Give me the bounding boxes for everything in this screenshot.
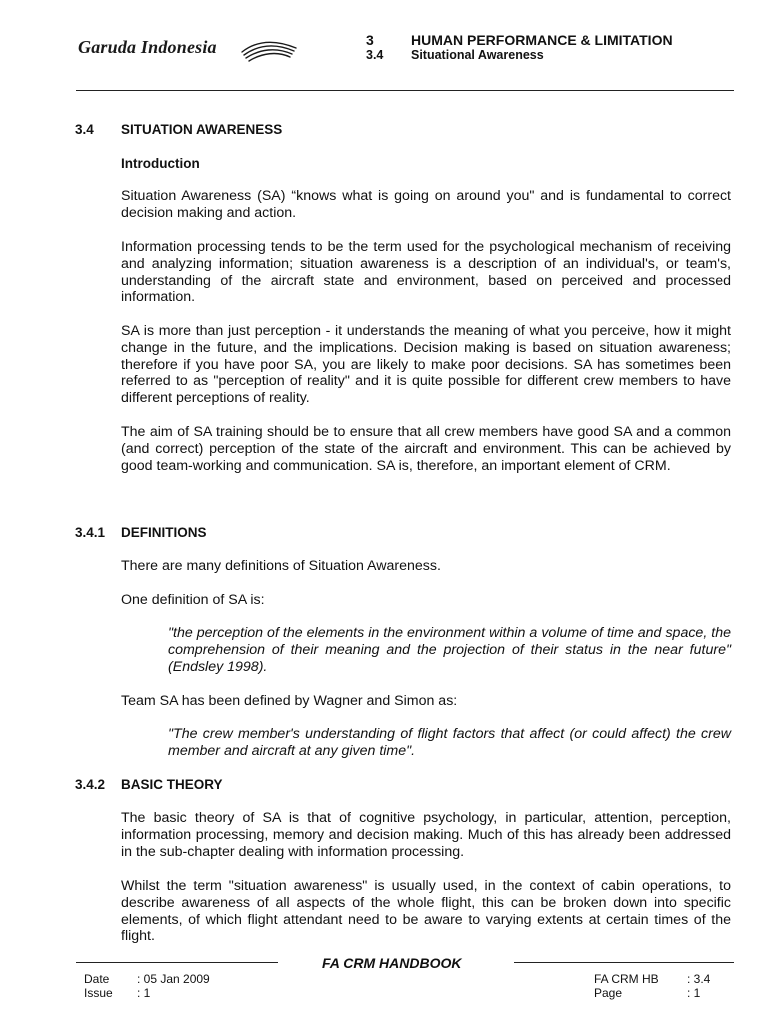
chapter-number: 3	[366, 32, 374, 48]
paragraph-7: Team SA has been defined by Wagner and Simon as:	[121, 693, 458, 709]
intro-heading: Introduction	[121, 156, 200, 171]
footer-issue-label: Issue	[84, 986, 113, 1000]
paragraph-6: One definition of SA is:	[121, 592, 265, 608]
footer-doc-label: FA CRM HB	[594, 972, 659, 986]
quote-endsley: "the perception of the elements in the environment within a volume of time and space, the comprehension of their meaning and the projection of their status in the near future" (Endsley 1998).	[168, 625, 731, 675]
footer-page-label: Page	[594, 986, 623, 1000]
footer-date-label: Date	[84, 972, 110, 986]
section-3-4-title: SITUATION AWARENESS	[121, 122, 283, 137]
section-3-4-1-number: 3.4.1	[75, 525, 106, 540]
footer-title: FA CRM HANDBOOK	[322, 955, 462, 971]
chapter-title: HUMAN PERFORMANCE & LIMITATION	[411, 32, 673, 48]
paragraph-2: Information processing tends to be the term used for the psychological mechanism of receiving and analyzing information; situation awareness is a description of an individual's, or team's, understanding of the aircraft state and environment, based on perceived and processed information.	[121, 239, 731, 306]
section-3-4-1-title: DEFINITIONS	[121, 525, 207, 540]
paragraph-5: There are many definitions of Situation Awareness.	[121, 558, 441, 574]
quote-wagner-simon: "The crew member's understanding of flight factors that affect (or could affect) the crew member and aircraft at any given time".	[168, 726, 731, 759]
section-3-4-number: 3.4	[75, 122, 94, 137]
footer-doc-value: : 3.4	[687, 972, 711, 986]
company-logo	[78, 34, 298, 66]
paragraph-9: Whilst the term "situation awareness" is usually used, in the context of cabin operations, to describe awareness of all aspects of the whole flight, this can be broken down into specific elements, of which flight attendant need to be aware to varying extents at certain times of the flight.	[121, 878, 731, 945]
logo-text: Garuda Indonesia	[78, 37, 217, 57]
header-divider	[76, 90, 734, 91]
footer-issue-value: : 1	[137, 986, 151, 1000]
section-3-4-2-title: BASIC THEORY	[121, 777, 223, 792]
footer-date-value: : 05 Jan 2009	[137, 972, 210, 986]
footer-rule-left	[76, 962, 278, 963]
bird-wing-icon	[238, 36, 300, 64]
paragraph-8: The basic theory of SA is that of cognitive psychology, in particular, attention, perception, information processing, memory and decision making. Much of this has already been addressed in the sub-chapter dealing with information processing.	[121, 810, 731, 860]
footer-page-value: : 1	[687, 986, 701, 1000]
paragraph-1: Situation Awareness (SA) “knows what is going on around you" and is fundamental to correct decision making and action.	[121, 188, 731, 221]
paragraph-4: The aim of SA training should be to ensure that all crew members have good SA and a common (and correct) perception of the state of the aircraft and environment. This can be achieved by good team-working and communication. SA is, therefore, an important element of CRM.	[121, 424, 731, 474]
paragraph-3: SA is more than just perception - it understands the meaning of what you perceive, how it might change in the future, and the implications. Decision making is based on situation awareness; therefore if you have poor SA, you are likely to make poor decisions. SA has sometimes been referred to as "perception of reality" and it is quite possible for different crew members to have different perceptions of reality.	[121, 323, 731, 407]
section-number: 3.4	[366, 48, 384, 62]
footer-rule-right	[514, 962, 734, 963]
section-title: Situational Awareness	[411, 48, 544, 62]
section-3-4-2-number: 3.4.2	[75, 777, 106, 792]
